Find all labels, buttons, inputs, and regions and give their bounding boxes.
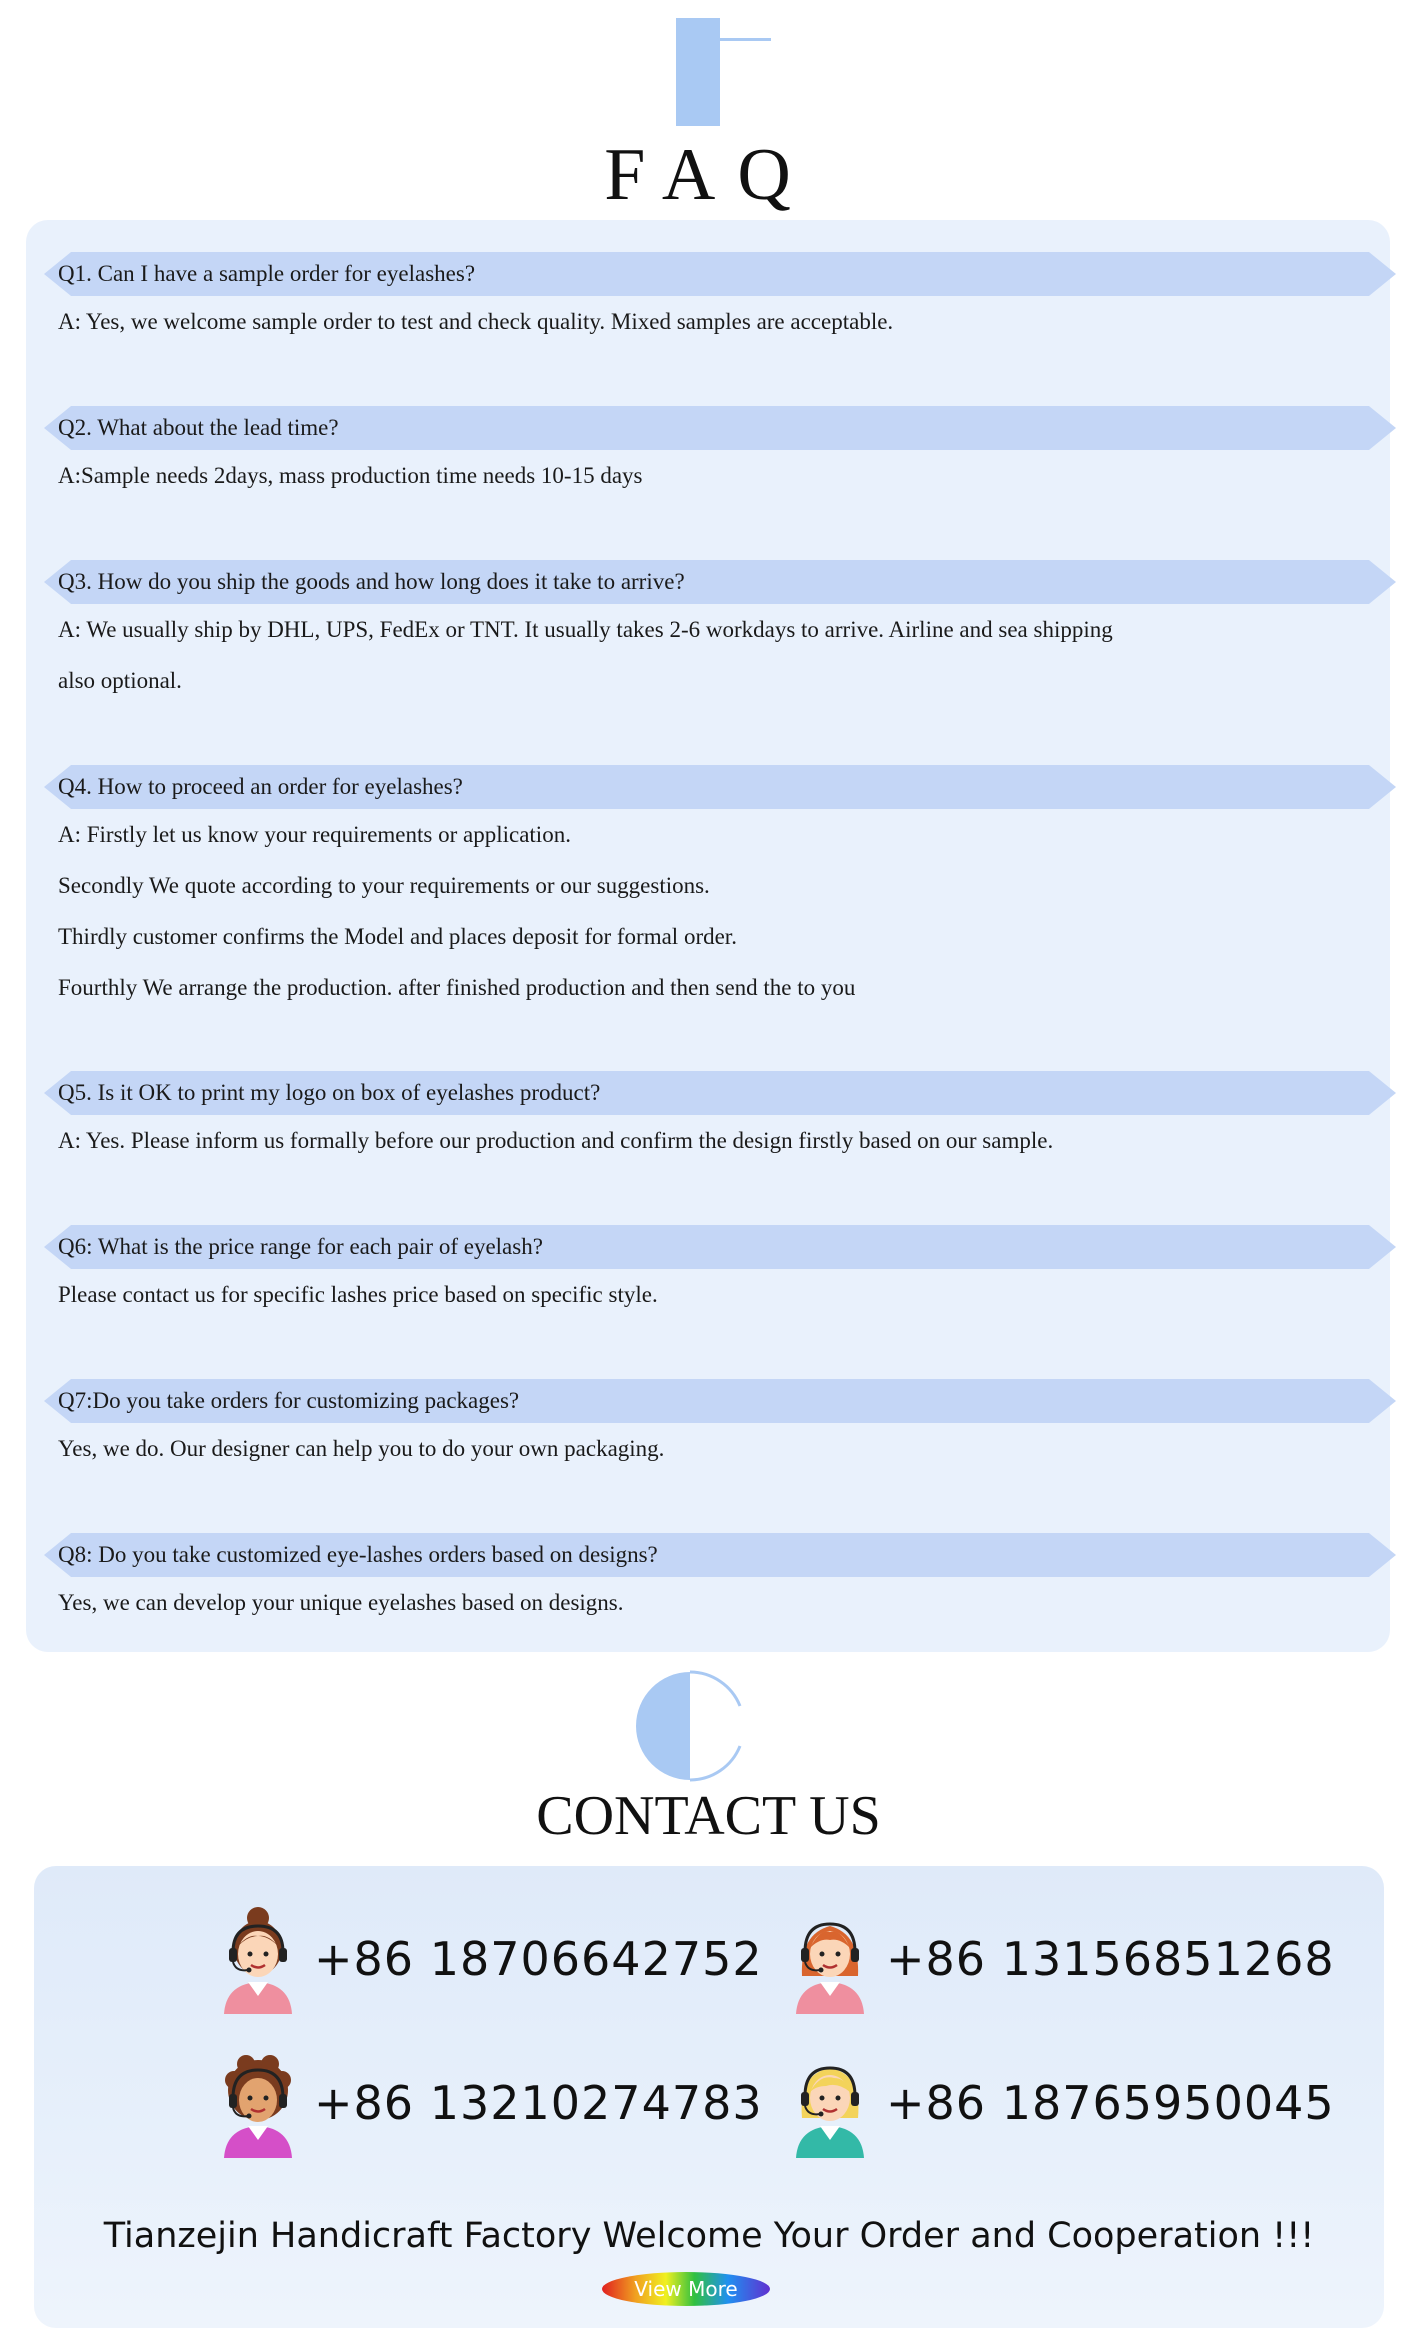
answer-line: Fourthly We arrange the production. after finished production and then send the to you — [58, 975, 856, 1000]
answer-text — [58, 450, 1388, 501]
question-text: Q8: Do you take customized eye-lashes orders based on designs? — [58, 1542, 658, 1567]
answer-text — [58, 809, 1388, 1013]
answer-text — [58, 604, 1388, 706]
welcome-message: Tianzejin Handicraft Factory Welcome Your Order and Cooperation !!! — [103, 2216, 1315, 2256]
question-text: Q6: What is the price range for each pair of eyelash? — [58, 1234, 543, 1259]
question-text: Q3. How do you ship the goods and how long does it take to arrive? — [58, 569, 685, 594]
support-agent-avatar-icon — [790, 2048, 870, 2158]
contact-row — [790, 1904, 1335, 2014]
answer-line: Yes, we do. Our designer can help you to do your own packaging. — [58, 1436, 665, 1461]
support-agent-avatar-icon — [790, 1904, 870, 2014]
view-more-button[interactable]: View More — [602, 2272, 770, 2306]
answer-line: Please contact us for specific lashes price based on specific style. — [58, 1282, 658, 1307]
answer-text — [58, 1423, 1388, 1474]
answer-line: also optional. — [58, 668, 182, 693]
contact-title: CONTACT US — [536, 1785, 881, 1847]
answer-text — [58, 1269, 1388, 1320]
answer-line: Thirdly customer confirms the Model and places deposit for formal order. — [58, 924, 737, 949]
phone-number[interactable]: +86 13210274783 — [314, 2076, 763, 2130]
answer-text — [58, 1115, 1388, 1166]
phone-number[interactable]: +86 18765950045 — [886, 2076, 1335, 2130]
question-text: Q1. Can I have a sample order for eyelashes? — [58, 261, 476, 286]
question-text: Q2. What about the lead time? — [58, 415, 339, 440]
answer-text — [58, 296, 1388, 347]
answer-line: Yes, we can develop your unique eyelashes based on designs. — [58, 1590, 624, 1615]
contact-letter-c-icon — [632, 1668, 748, 1784]
phone-number[interactable]: +86 13156851268 — [886, 1932, 1335, 1986]
support-agent-avatar-icon — [218, 2048, 298, 2158]
question-text: Q4. How to proceed an order for eyelashes? — [58, 774, 463, 799]
answer-line: A: Firstly let us know your requirements or application. — [58, 822, 571, 847]
question-text: Q5. Is it OK to print my logo on box of eyelashes product? — [58, 1080, 601, 1105]
faq-panel — [26, 220, 1390, 1652]
contact-panel — [34, 1866, 1384, 2328]
support-agent-avatar-icon — [218, 1904, 298, 2014]
contact-row — [218, 2048, 763, 2158]
answer-line: A: Yes, we welcome sample order to test and check quality. Mixed samples are acceptable. — [58, 309, 894, 334]
contact-row — [218, 1904, 763, 2014]
answer-text — [58, 1577, 1388, 1628]
contact-row — [790, 2048, 1335, 2158]
answer-line: A: We usually ship by DHL, UPS, FedEx or TNT. It usually takes 2-6 workdays to arrive. Airline and sea shipping — [58, 617, 1113, 642]
question-text: Q7:Do you take orders for customizing packages? — [58, 1388, 520, 1413]
answer-line: Secondly We quote according to your requirements or our suggestions. — [58, 873, 710, 898]
faq-title: FAQ — [604, 134, 813, 216]
answer-line: A:Sample needs 2days, mass production time needs 10-15 days — [58, 463, 643, 488]
answer-line: A: Yes. Please inform us formally before our production and confirm the design firstly based on our sample. — [58, 1128, 1054, 1153]
faq-letter-f-icon — [676, 18, 771, 126]
phone-number[interactable]: +86 18706642752 — [314, 1932, 763, 1986]
